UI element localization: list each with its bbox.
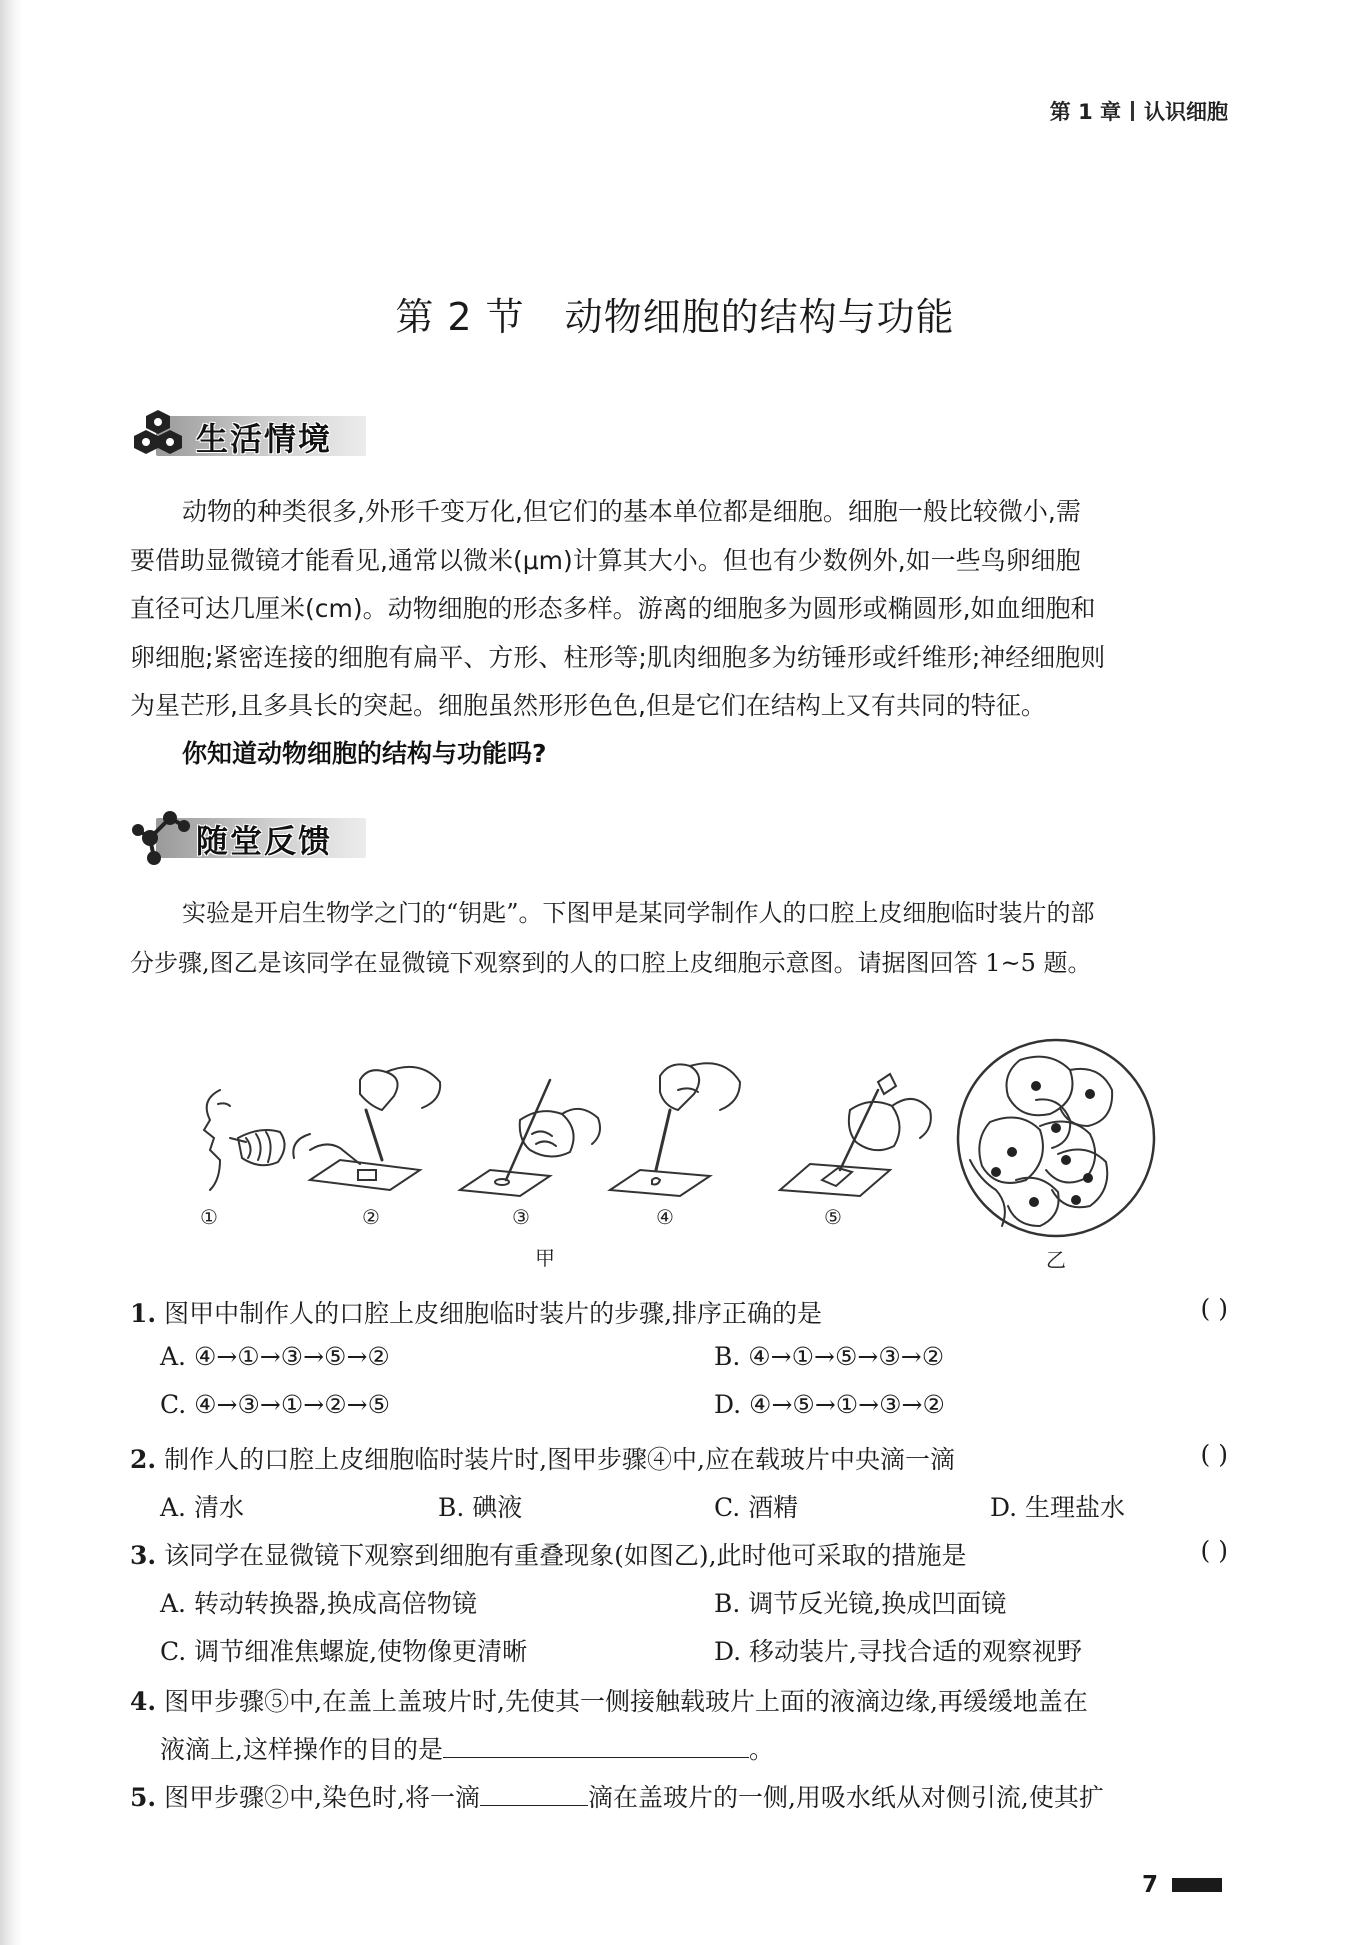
section-name: 动物细胞的结构与功能 bbox=[564, 295, 955, 339]
question-3 bbox=[130, 1536, 1228, 1572]
step3-smearing-illustration bbox=[460, 1080, 600, 1196]
paragraph-line: 为星芒形,且多具长的突起。细胞虽然形形色色,但是它们在结构上又有共同的特征。 bbox=[130, 691, 1046, 720]
answer-bracket: ( ) bbox=[1200, 1536, 1228, 1565]
life-scenario-banner bbox=[128, 406, 368, 462]
page-number-text: 7 bbox=[1141, 1872, 1158, 1898]
paragraph-line: 直径可达几厘米(cm)。动物细胞的形态多样。游离的细胞多为圆形或椭圆形,如血细胞和 bbox=[130, 594, 1096, 623]
question-text: 液滴上,这样操作的目的是 bbox=[160, 1735, 443, 1764]
step2-staining-illustration bbox=[293, 1067, 440, 1190]
experiment-figure bbox=[190, 1030, 1190, 1272]
running-header bbox=[1050, 96, 1228, 126]
question-5 bbox=[130, 1778, 1228, 1814]
answer-blank[interactable] bbox=[480, 1783, 588, 1806]
life-scenario-paragraph bbox=[130, 488, 1228, 731]
step-label-1: ① bbox=[200, 1205, 218, 1229]
option-d: D. 生理盐水 bbox=[990, 1493, 1126, 1522]
chapter-title: 认识细胞 bbox=[1144, 100, 1228, 124]
step1-scraping-illustration bbox=[204, 1090, 285, 1190]
guiding-question: 你知道动物细胞的结构与功能吗? bbox=[182, 739, 547, 768]
question-number: 5. bbox=[130, 1783, 157, 1812]
question-text: 图甲中制作人的口腔上皮细胞临时装片的步骤,排序正确的是 bbox=[164, 1299, 823, 1328]
step-label-4: ④ bbox=[656, 1205, 674, 1229]
question-number: 3. bbox=[130, 1541, 157, 1570]
figure-label-jia: 甲 bbox=[535, 1246, 555, 1270]
answer-bracket: ( ) bbox=[1200, 1294, 1228, 1323]
question-text: 图甲步骤⑤中,在盖上盖玻片时,先使其一侧接触载玻片上面的液滴边缘,再缓缓地盖在 bbox=[164, 1687, 1088, 1716]
option-d: D. 移动装片,寻找合适的观察视野 bbox=[714, 1637, 1082, 1666]
option-b: B. 调节反光镜,换成凹面镜 bbox=[714, 1589, 1007, 1618]
question-1 bbox=[130, 1294, 1228, 1330]
question-text: 该同学在显微镜下观察到细胞有重叠现象(如图乙),此时他可采取的措施是 bbox=[164, 1541, 967, 1570]
section-number: 第 2 节 bbox=[395, 295, 525, 339]
question-4-continued bbox=[160, 1730, 1220, 1766]
figure-jia-steps bbox=[190, 1030, 1190, 1250]
option-c: C. ④→③→①→②→⑤ bbox=[160, 1390, 390, 1419]
chapter-number: 第 1 章 bbox=[1049, 100, 1121, 124]
paragraph-line: 要借助显微镜才能看见,通常以微米(μm)计算其大小。但也有少数例外,如一些鸟卵细胞 bbox=[130, 545, 1081, 575]
step-label-3: ③ bbox=[512, 1205, 530, 1229]
question-text: 制作人的口腔上皮细胞临时装片时,图甲步骤④中,应在载玻片中央滴一滴 bbox=[164, 1445, 955, 1474]
intro-line: 实验是开启生物学之门的“钥匙”。下图甲是某同学制作人的口腔上皮细胞临时装片的部 bbox=[182, 899, 1095, 927]
molecule-icon bbox=[128, 808, 192, 868]
step5-coverslip-illustration bbox=[780, 1074, 931, 1196]
hexagon-cluster-icon bbox=[128, 406, 192, 462]
question-number: 1. bbox=[130, 1299, 157, 1328]
question-number: 2. bbox=[130, 1445, 157, 1474]
step4-drop-illustration bbox=[610, 1063, 740, 1196]
feedback-banner bbox=[128, 808, 368, 864]
option-b: B. 碘液 bbox=[438, 1493, 523, 1522]
intro-line: 分步骤,图乙是该同学在显微镜下观察到的人的口腔上皮细胞示意图。请据图回答 1~5 题。 bbox=[130, 949, 1092, 977]
figure-yi-microscope-view bbox=[958, 1040, 1154, 1236]
option-b: B. ④→①→⑤→③→② bbox=[714, 1342, 945, 1371]
option-c: C. 调节细准焦螺旋,使物像更清晰 bbox=[160, 1637, 528, 1666]
question-2 bbox=[130, 1440, 1228, 1476]
question-text: 图甲步骤②中,染色时,将一滴 bbox=[164, 1783, 480, 1812]
page-number bbox=[1142, 1872, 1222, 1898]
question-text: 滴在盖玻片的一侧,用吸水纸从对侧引流,使其扩 bbox=[587, 1783, 1104, 1812]
step-label-5: ⑤ bbox=[824, 1205, 842, 1229]
question-number: 4. bbox=[130, 1687, 157, 1716]
option-a: A. 清水 bbox=[160, 1493, 244, 1522]
page-number-bar bbox=[1172, 1878, 1222, 1892]
section-title bbox=[0, 286, 1350, 341]
option-a: A. 转动转换器,换成高倍物镜 bbox=[160, 1589, 477, 1618]
option-c: C. 酒精 bbox=[714, 1493, 799, 1522]
step-label-2: ② bbox=[362, 1205, 380, 1229]
paragraph-line: 卵细胞;紧密连接的细胞有扁平、方形、柱形等;肌肉细胞多为纺锤形或纤维形;神经细胞则 bbox=[130, 642, 1106, 672]
figure-label-yi: 乙 bbox=[1046, 1248, 1066, 1272]
answer-blank[interactable] bbox=[443, 1735, 749, 1758]
answer-bracket: ( ) bbox=[1200, 1440, 1228, 1469]
paragraph-line: 动物的种类很多,外形千变万化,但它们的基本单位都是细胞。细胞一般比较微小,需 bbox=[182, 497, 1081, 526]
question-4 bbox=[130, 1682, 1228, 1718]
header-separator bbox=[1131, 101, 1134, 121]
feedback-intro bbox=[130, 888, 1228, 988]
question-text: 。 bbox=[748, 1735, 774, 1764]
banner-label: 随堂反馈 bbox=[196, 822, 333, 860]
option-d: D. ④→⑤→①→③→② bbox=[714, 1390, 945, 1419]
banner-label: 生活情境 bbox=[196, 420, 333, 458]
option-a: A. ④→①→③→⑤→② bbox=[160, 1342, 390, 1371]
